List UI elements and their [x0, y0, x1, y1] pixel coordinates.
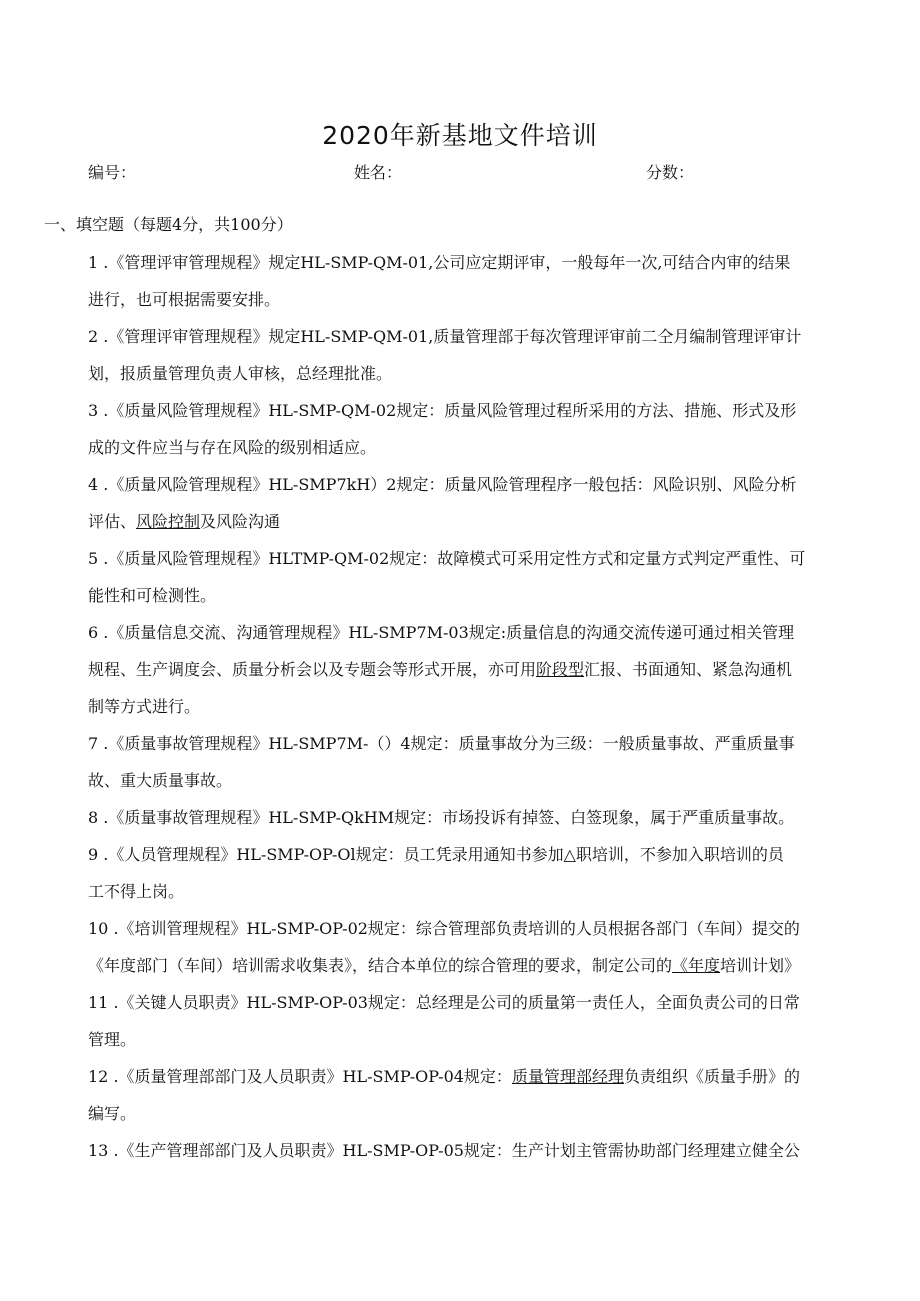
question-11 [88, 984, 840, 1058]
question-line: 8 .《质量事故管理规程》HL-SMP-QkHM规定：市场投诉有掉签、白签现象，属于严重质量事故。 [88, 808, 795, 827]
question-line [88, 947, 840, 984]
question-2 [88, 318, 840, 392]
question-line: 4 .《质量风险管理规程》HL-SMP7kH）2规定：质量风险管理程序一般包括：风险识别、风险分析 [88, 475, 797, 494]
question-line: 5 .《质量风险管理规程》HLTMP-QM-02规定：故障模式可采用定性方式和定量方式判定严重性、可 [88, 549, 806, 568]
question-line: 13 .《生产管理部部门及人员职责》HL-SMP-OP-05规定：生产计划主管需协助部门经理建立健全公 [88, 1141, 800, 1160]
section-heading: 一、填空题（每题4分，共100分） [44, 215, 293, 234]
question-3 [88, 392, 840, 466]
question-line: 故、重大质量事故。 [88, 771, 233, 790]
question-5 [88, 540, 840, 614]
name-field-label: 姓名： [354, 163, 403, 182]
answer-underline: 风险控制 [136, 512, 201, 531]
question-text: 12 .《质量管理部部门及人员职责》HL-SMP-OP-04规定： [88, 1067, 512, 1086]
score-field-label: 分数： [646, 163, 695, 182]
question-text: 及风险沟通 [200, 512, 281, 531]
question-line: 制等方式进行。 [88, 697, 201, 716]
question-line: 工不得上岗。 [88, 882, 185, 901]
question-1 [88, 244, 840, 318]
question-line: 成的文件应当与存在风险的级别相适应。 [88, 438, 377, 457]
question-line: 9 .《人员管理规程》HL-SMP-OP-Ol规定：员工凭录用通知书参加△职培训，不参加入职培训的员 [88, 845, 784, 864]
question-text: 《年度部门（车间）培训需求收集表》，结合本单位的综合管理的要求，制定公司的 [88, 956, 673, 975]
question-line: 编写。 [88, 1104, 137, 1123]
question-4 [88, 466, 840, 540]
question-13 [88, 1132, 840, 1169]
question-line: 3 .《质量风险管理规程》HL-SMP-QM-02规定：质量风险管理过程所采用的方法、措施、形式及形 [88, 401, 797, 420]
question-12 [88, 1058, 840, 1132]
question-line: 划，报质量管理负责人审核，总经理批准。 [88, 364, 393, 383]
question-line [88, 651, 840, 688]
question-line: 6 .《质量信息交流、沟通管理规程》HL-SMP7M-03规定:质量信息的沟通交流传递可通过相关管理 [88, 623, 795, 642]
question-line: 能性和可检测性。 [88, 586, 217, 605]
question-9 [88, 836, 840, 910]
question-line: 7 .《质量事故管理规程》HL-SMP7M-（）4规定：质量事故分为三级：一般质量事故、严重质量事 [88, 734, 795, 753]
question-text: 培训计划》 [720, 956, 801, 975]
question-10 [88, 910, 840, 984]
question-text: 负责组织《质量手册》的 [623, 1067, 800, 1086]
question-8 [88, 799, 840, 836]
question-line: 管理。 [88, 1030, 137, 1049]
question-line: 11 .《关键人员职责》HL-SMP-OP-03规定：总经理是公司的质量第一责任人，全面负责公司的日常 [88, 993, 800, 1012]
question-text: 规程、生产调度会、质量分析会以及专题会等形式开展，亦可用 [88, 660, 537, 679]
question-line: 1 .《管理评审管理规程》规定HL-SMP-QM-01,公司应定期评审，一般每年一次,可结合内审的结果 [88, 253, 791, 272]
question-text: 评估、 [88, 512, 137, 531]
question-6 [88, 614, 840, 725]
question-text: 汇报、书面通知、紧急沟通机 [584, 660, 793, 679]
question-line [88, 1058, 840, 1095]
question-line: 10 .《培训管理规程》HL-SMP-OP-02规定：综合管理部负责培训的人员根据各部门（车间）提交的 [88, 919, 800, 938]
question-line: 进行，也可根据需要安排。 [88, 290, 281, 309]
page-title: 2020年新基地文件培训 [322, 121, 598, 150]
answer-underline: 阶段型 [536, 660, 585, 679]
question-line: 2 .《管理评审管理规程》规定HL-SMP-QM-01,质量管理部于每次管理评审前二仝月编制管理评审计 [88, 327, 802, 346]
answer-underline: 《年度 [672, 956, 721, 975]
answer-underline: 质量管理部经理 [511, 1067, 624, 1086]
number-field-label: 编号： [88, 163, 137, 182]
question-line [88, 503, 840, 540]
question-7 [88, 725, 840, 799]
